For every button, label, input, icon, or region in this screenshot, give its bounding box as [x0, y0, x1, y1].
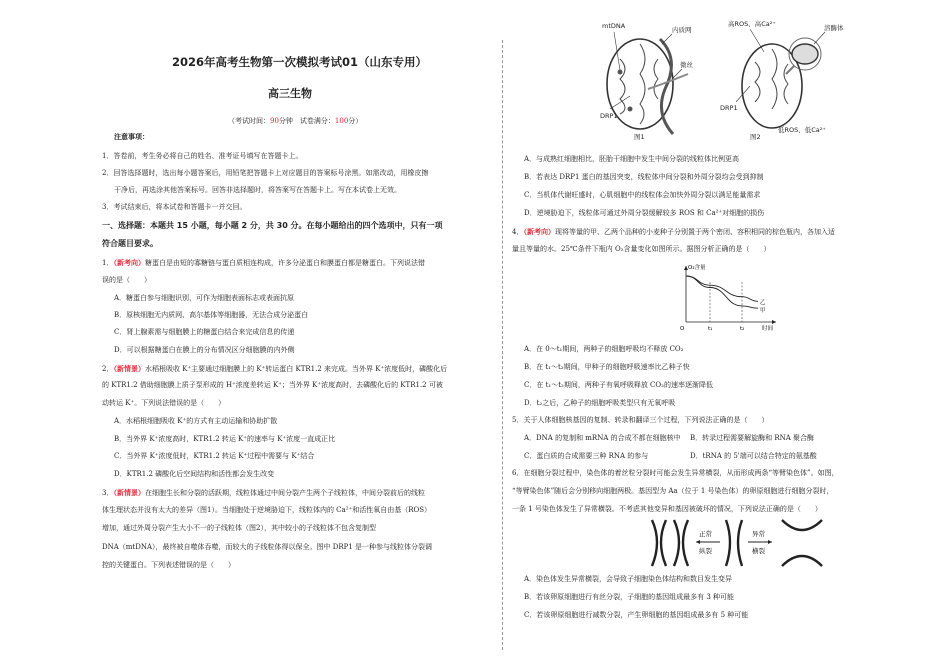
chromosome-original	[726, 520, 742, 566]
series-yi-label: 乙	[760, 300, 766, 306]
arrow-normal-head	[696, 540, 700, 544]
q4-option-c: C．在 t₁～t₂期间，两种子有氧呼吸释放 CO₂的速率逐渐降低	[524, 381, 713, 389]
chart-x-arrow	[772, 320, 776, 324]
q1-option-b: B．原核细胞无内质网、高尔基体等细胞器，无法合成分泌蛋白	[114, 311, 309, 319]
q3-option-b: B．若表达 DRP1 蛋白的基因突变，线粒体中间分裂和外周分裂均会受到抑制	[524, 173, 764, 181]
chart-xlabel: 时间	[762, 326, 774, 332]
section-1-line-1: 一、选择题：本题共 15 小题，每小题 2 分，共 30 分。在每小题给出的四个选项中，只有一项	[102, 221, 443, 230]
label-normal: 正常	[699, 530, 712, 538]
q2-stem-3: 动转运 K⁺。下列说法错误的是（ ）	[102, 399, 226, 407]
fig2-label-low: 低ROS、低Ca²⁺	[778, 126, 826, 134]
chromosome-figure	[644, 516, 834, 572]
q6-stem-3: 一条 1 号染色体发生了异常横裂。不考虑其他变异和基因被破坏的情况，下列说法正确的是（ ）	[512, 505, 822, 513]
q5-option-b: B．转录过程需要解旋酶和 RNA 聚合酶	[690, 434, 815, 442]
figure-2	[720, 19, 844, 141]
q6-option-a: A．染色体发生异常横裂，会导致子细胞染色体结构和数目发生变异	[524, 575, 733, 583]
q6-option-b: B．若该卵原细胞进行有丝分裂，子细胞的基因组成最多有 3 种可能	[524, 593, 735, 601]
q3-stem-2: 体生理状态并没有太大的差异（图1）。当细胞处于逆境胁迫下，线粒体内的 Ca²⁺和活性氧自由基（ROS）	[102, 506, 432, 514]
chromosome-left-2	[674, 520, 688, 566]
q3-option-d: D．逆境胁迫下，线粒体可通过外周分裂缓解较多 ROS 和 Ca²⁺对细胞的损伤	[524, 209, 765, 217]
label-longitudinal: 纵裂	[699, 547, 712, 555]
fig2-leader-auto	[814, 32, 825, 44]
mitochondria-figures	[600, 14, 850, 144]
q4-stem-2: 量且等量的水。25℃条件下瓶内 O₂含量变化如图所示。据图分析正确的是（ ）	[512, 245, 771, 253]
q4-option-b: B．在 t₁～t₂期间，甲种子的细胞呼吸速率比乙种子快	[524, 363, 690, 371]
series-jia-label: 甲	[760, 308, 766, 314]
series-jia-line	[686, 276, 758, 308]
fig1-leader-er	[662, 34, 672, 44]
fig1-label-er: 内质网	[672, 26, 692, 34]
q2-option-b: B．当外界 K⁺浓度高时，KTR1.2 转运 K⁺的速率与 K⁺浓度一直成正比	[114, 435, 336, 443]
q1-option-a: A．糖蛋白参与细胞识别，可作为细胞表面标志或表面抗原	[114, 294, 295, 302]
q3-stem: 3．（新情景）在细胞生长和分裂的活跃期，线粒体通过中间分裂产生两个子线粒体，中间分裂前后的线粒	[102, 488, 425, 497]
subject-title: 高三生物	[268, 87, 312, 100]
q1-option-c: C．肾上腺素需与细胞膜上的糖蛋白结合来完成信息的传递	[114, 328, 295, 336]
fig1-label-drp1: DRP1	[600, 112, 618, 120]
fig1-label-tubule: 微丝	[680, 61, 693, 69]
notes-heading: 注意事项：	[114, 133, 149, 141]
q3-option-a: A．与成熟红细胞相比，胚胎干细胞中发生中间分裂的线粒体比例更高	[524, 155, 740, 163]
q1-stem: 1．（新考向）糖蛋白是由短的寡糖链与蛋白质相连构成，许多分泌蛋白和膜蛋白都是糖蛋白。下列说法错	[102, 258, 425, 267]
q1-option-d: D．可以根据糖蛋白在膜上的分布情况区分细胞膜的内外侧	[114, 346, 295, 354]
label-transverse: 横裂	[752, 547, 765, 555]
q3-stem-5: 控的关键蛋白。下列表述错误的是（ ）	[102, 561, 235, 569]
q3-stem-4: DNA（mtDNA），最终被自噬体吞噬，而较大的子线粒体得以保全。图中 DRP1 是一种参与线粒体分裂调	[102, 543, 433, 551]
q4-option-d: D．t₂之后，乙种子的细胞呼吸类型只有无氧呼吸	[524, 399, 676, 407]
q1-stem-2: 误的是（ ）	[102, 276, 151, 284]
exam-title: 2026年高考生物第一次模拟考试01（山东专用）	[172, 55, 428, 69]
note-2: 2．回答选择题时，选出每小题答案后，用铅笔把答题卡上对应题目的答案标号涂黑。如需改动，用橡皮擦	[102, 169, 429, 177]
series-yi-line	[686, 276, 758, 301]
q6-option-c: C．若该卵原细胞进行减数分裂，产生卵细胞的基因组成最多有 5 种可能	[524, 611, 749, 619]
chart-tick-t2: t₂	[740, 326, 745, 332]
fig1-mtdna-dot-2	[628, 107, 633, 112]
note-1: 1．答卷前，考生务必将自己的姓名、准考证号填写在答题卡上。	[102, 152, 303, 160]
isochromosome-bottom	[782, 556, 822, 566]
note-2-cont: 干净后，再选涂其他答案标号。回答非选择题时，将答案写在答题卡上。写在本试卷上无效。	[114, 186, 401, 194]
exam-info: （考试时间：90分钟 试卷满分：100分）	[228, 117, 363, 125]
q2-option-a: A．水稻根细胞吸收 K⁺的方式有主动运输和协助扩散	[114, 417, 278, 425]
q3-option-c: C．当机体代谢旺盛时，心肌细胞中的线粒体会加快外周分裂以满足能量需求	[524, 191, 761, 199]
q6-stem-2: “等臂染色体”随后会分别移向细胞两极。基因型为 Aa（位于 1 号染色体）的卵原细胞进行细胞分裂时，	[512, 487, 834, 495]
chart-tick-t1: t₁	[708, 326, 713, 332]
q2-stem: 2．（新情景）水稻根吸收 K⁺主要通过细胞膜上的 K⁺转运蛋白 KTR1.2 来完成。当外界 K⁺浓度低时，磷酸化后	[102, 364, 448, 373]
section-1-line-2: 符合题目要求。	[102, 239, 158, 248]
q5-option-d: D．tRNA 的 5'端可以结合特定的氨基酸	[690, 452, 817, 460]
fig1-label-mtdna: mtDNA	[602, 22, 626, 30]
q3-stem-3: 增加，通过外周分裂产生大小不一的子线粒体（图2），其中较小的子线粒体不包含复制型	[102, 524, 376, 532]
o2-chart	[672, 260, 782, 332]
arrow-abnormal-head	[768, 540, 772, 544]
fig2-label-drp1: DRP1	[720, 104, 738, 112]
fig2-mito-small	[792, 44, 818, 64]
q2-option-c: C．当外界 K⁺浓度低时，KTR1.2 转运 K⁺过程中需要与 K⁺结合	[114, 452, 315, 460]
label-abnormal: 异常	[752, 530, 765, 538]
fig2-caption: 图2	[750, 133, 761, 141]
chromosome-left-1	[652, 520, 666, 566]
fig1-caption: 图1	[634, 133, 645, 141]
q5-option-a: A．DNA 的复制和 mRNA 的合成不都在细胞核中	[524, 434, 681, 442]
fig2-label-auto: 溶酶体	[824, 24, 844, 32]
chart-ylabel: O₂含量	[688, 265, 706, 271]
q4-option-a: A．在 0～t₁期间，两种子的细胞呼吸均不释放 CO₂	[524, 345, 684, 353]
fig1-mtdna-dot	[618, 70, 623, 75]
figure-1	[600, 22, 694, 141]
q2-stem-2: 的 KTR1.2 借助细胞膜上质子泵形成的 H⁺浓度差转运 K⁺；当外界 K⁺浓度高时，去磷酸化后的 KTR1.2 可被	[102, 381, 443, 389]
chart-origin: O	[680, 326, 685, 332]
fig2-label-high: 高ROS、高Ca²⁺	[728, 20, 776, 28]
column-divider	[502, 40, 503, 650]
q5-stem: 5．关于人体细胞核基因的复制、转录和翻译三个过程，下列说法正确的是（ ）	[512, 416, 769, 424]
q5-option-c: C．蛋白质的合成需要三种 RNA 的参与	[524, 452, 649, 460]
q2-option-d: D．KTR1.2 磷酸化后空间结构和活性都会发生改变	[114, 470, 275, 478]
isochromosome-top	[782, 520, 822, 530]
q4-stem: 4．（新考向）现将等量的甲、乙两个品种的小麦种子分别置于两个密闭、容积相同的棕色瓶内，各加入适	[512, 227, 835, 236]
q6-stem: 6．在细胞分裂过程中，染色体的着丝粒分裂时可能会发生异常横裂，从而形成两条“等臂染色体”。如图，	[512, 469, 839, 477]
note-3: 3．考试结束后，将本试卷和答题卡一并交回。	[102, 203, 247, 211]
